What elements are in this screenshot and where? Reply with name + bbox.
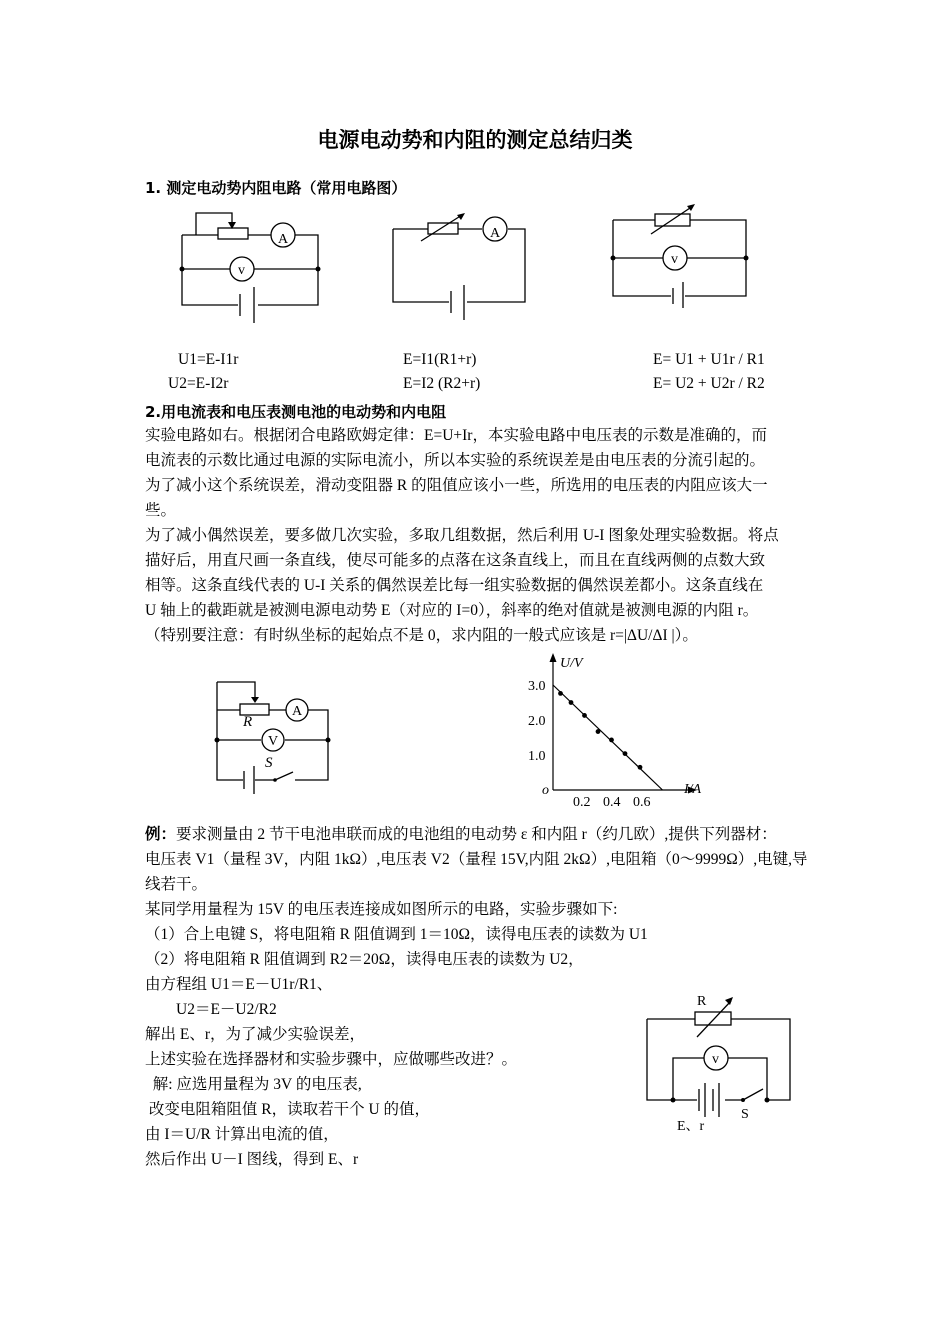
section2-paragraph — [145, 423, 779, 648]
formula-2-line2: E=I2 (R2+r) — [403, 375, 481, 392]
section2-line: 为了减小偶然误差，要多做几次实验，多取几组数据，然后利用 U-I 图象处理实验数据。将点 — [145, 527, 779, 544]
section2-line: 些。 — [145, 502, 177, 519]
voltmeter-label-example: v — [712, 1052, 719, 1067]
battery-label: E、r — [677, 1119, 705, 1134]
data-point — [609, 738, 614, 743]
formula-3-line1: E= U1 + U1r / R1 — [653, 351, 765, 368]
voltmeter-label-3: v — [671, 252, 678, 267]
ammeter-label: A — [278, 232, 289, 247]
x-tick-label: 0.4 — [603, 795, 621, 810]
data-point — [596, 729, 601, 734]
circuit-diagram-1 — [170, 205, 330, 325]
example-line: 例：要求测量由 2 节干电池串联而成的电池组的电动势 ε 和内阻 r（约几欧）,提供下列器材： — [145, 826, 777, 843]
u-i-chart — [520, 650, 720, 815]
y-axis-label: U/V — [560, 656, 583, 671]
data-point — [558, 691, 563, 696]
formula-1-line2: U2=E-I2r — [168, 375, 229, 392]
section2-line: 实验电路如右。根据闭合电路欧姆定律：E=U+Ir，本实验电路中电压表的示数是准确的，而 — [145, 427, 767, 444]
circuit-diagram-2 — [385, 205, 535, 325]
circuit-diagram-3 — [605, 200, 755, 310]
example-line: 解: 应选用量程为 3V 的电压表, — [145, 1076, 362, 1093]
page-title: 电源电动势和内阻的测定总结归类 — [317, 128, 633, 152]
y-tick-label: 2.0 — [528, 714, 546, 729]
example-line: 某同学用量程为 15V 的电压表连接成如图所示的电路，实验步骤如下: — [145, 901, 618, 918]
example-line: U2＝E－U2/R2 — [145, 1001, 277, 1018]
origin-label: o — [542, 783, 549, 798]
section2-line: 为了减小这个系统误差，滑动变阻器 R 的阻值应该小一些，所选用的电压表的内阻应该大一 — [145, 477, 768, 494]
resistor-box-label: R — [697, 994, 707, 1009]
ammeter-label-2: A — [490, 226, 501, 241]
section2-line: 电流表的示数比通过电源的实际电流小，所以本实验的系统误差是由电压表的分流引起的。 — [145, 452, 766, 469]
formula-1-line1: U1=E-I1r — [178, 351, 239, 368]
formula-3-line2: E= U2 + U2r / R2 — [653, 375, 765, 392]
data-point — [623, 751, 628, 756]
voltmeter-label-exp: V — [268, 734, 279, 749]
example-label: 例： — [145, 826, 177, 843]
rheostat-label: R — [243, 714, 253, 730]
example-line: 然后作出 U－I 图线，得到 E、r — [145, 1151, 359, 1168]
section2-heading: 2.用电流表和电压表测电池的电动势和内电阻 — [145, 403, 447, 421]
example-line: 由 I＝U/R 计算出电流的值， — [145, 1126, 339, 1143]
y-tick-label: 3.0 — [528, 679, 546, 694]
section2-line: （特别要注意：有时纵坐标的起始点不是 0，求内阻的一般式应该是 r=|ΔU/ΔI |）。 — [145, 627, 698, 644]
x-tick-label: 0.2 — [573, 795, 591, 810]
example-line: （2）将电阻箱 R 阻值调到 R2＝20Ω，读得电压表的读数为 U2， — [145, 951, 584, 968]
switch-label: S — [265, 755, 273, 771]
y-tick-label: 1.0 — [528, 749, 546, 764]
example-line: 上述实验在选择器材和实验步骤中，应做哪些改进？。 — [145, 1051, 518, 1068]
circuit-diagram-example — [635, 985, 805, 1135]
x-tick-label: 0.6 — [633, 795, 651, 810]
section2-line: U 轴上的截距就是被测电源电动势 E（对应的 I=0），斜率的绝对值就是被测电源的内阻 r。 — [145, 602, 759, 619]
data-point — [569, 700, 574, 705]
example-line: （1）合上电键 S，将电阻箱 R 阻值调到 1＝10Ω，读得电压表的读数为 U1 — [145, 926, 648, 943]
data-point — [638, 765, 643, 770]
example-line: 电压表 V1（量程 3V，内阻 1kΩ）,电压表 V2（量程 15V,内阻 2kΩ）,电阻箱（0～9999Ω）,电键,导 — [145, 851, 808, 868]
example-line: 改变电阻箱阻值 R，读取若干个 U 的值， — [145, 1101, 431, 1118]
formula-2-line1: E=I1(R1+r) — [403, 351, 477, 368]
voltmeter-label: v — [238, 263, 245, 278]
section1-heading: 1. 测定电动势内阻电路（常用电路图） — [145, 179, 407, 197]
example-line: 由方程组 U1＝E－U1r/R1、 — [145, 976, 333, 993]
x-axis-label: I/A — [684, 782, 702, 797]
section2-line: 相等。这条直线代表的 U-I 关系的偶然误差比每一组实验数据的偶然误差都小。这条直线在 — [145, 577, 764, 594]
ammeter-label-exp: A — [292, 704, 303, 719]
data-point — [582, 713, 587, 718]
example-line: 解出 E、r，为了减少实验误差， — [145, 1026, 366, 1043]
example-line: 线若干。 — [145, 876, 208, 893]
switch-label-example: S — [741, 1107, 749, 1122]
section2-line: 描好后，用直尺画一条直线，使尽可能多的点落在这条直线上，而且在直线两侧的点数大致 — [145, 552, 766, 569]
circuit-diagram-experiment — [205, 670, 345, 800]
